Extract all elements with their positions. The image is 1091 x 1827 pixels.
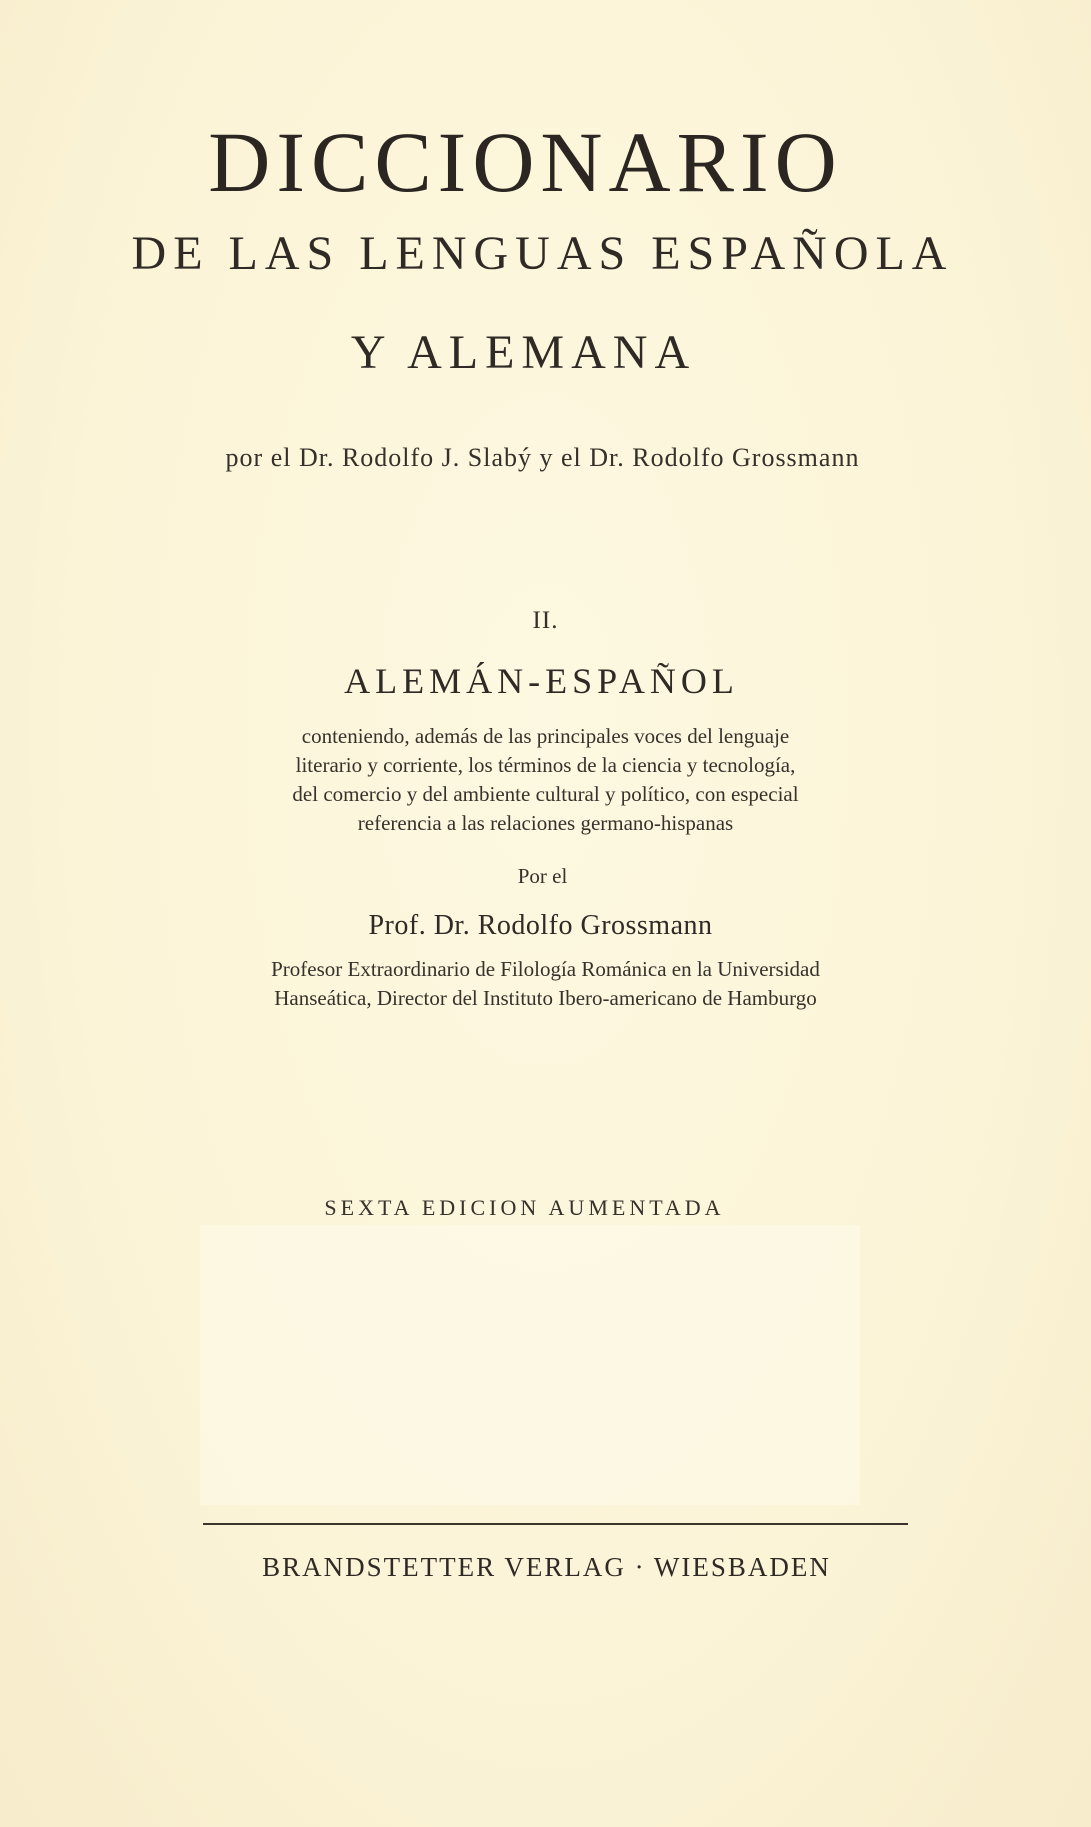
title-subtitle-line-1: DE LAS LENGUAS ESPAÑOLA <box>131 227 954 280</box>
description-line: referencia a las relaciones germano-hispanas <box>357 811 734 835</box>
description <box>0 722 1091 838</box>
affiliation-line: Hanseática, Director del Instituto Ibero-americano de Hamburgo <box>274 986 817 1010</box>
description-line: literario y corriente, los términos de la ciencia y tecnología, <box>295 753 796 777</box>
affiliation-line: Profesor Extraordinario de Filología Románica en la Universidad <box>271 957 820 981</box>
edition-label: SEXTA EDICION AUMENTADA <box>324 1195 725 1220</box>
publisher-imprint: BRANDSTETTER VERLAG · WIESBADEN <box>262 1552 831 1582</box>
title-subtitle-line-2: Y ALEMANA <box>350 326 697 379</box>
paper-patch <box>200 1225 860 1505</box>
volume-number: II. <box>532 607 559 634</box>
editor-name: Prof. Dr. Rodolfo Grossmann <box>368 910 713 941</box>
publisher-rule <box>203 1523 908 1525</box>
by-label: Por el <box>517 864 568 888</box>
authors-line: por el Dr. Rodolfo J. Slabý y el Dr. Rodolfo Grossmann <box>225 443 860 472</box>
affiliation <box>0 955 1091 1013</box>
volume-title: ALEMÁN-ESPAÑOL <box>344 661 739 701</box>
description-line: conteniendo, además de las principales voces del lenguaje <box>301 724 790 748</box>
description-line: del comercio y del ambiente cultural y político, con especial <box>292 782 799 806</box>
dictionary-title: DICCIONARIO <box>208 114 843 210</box>
